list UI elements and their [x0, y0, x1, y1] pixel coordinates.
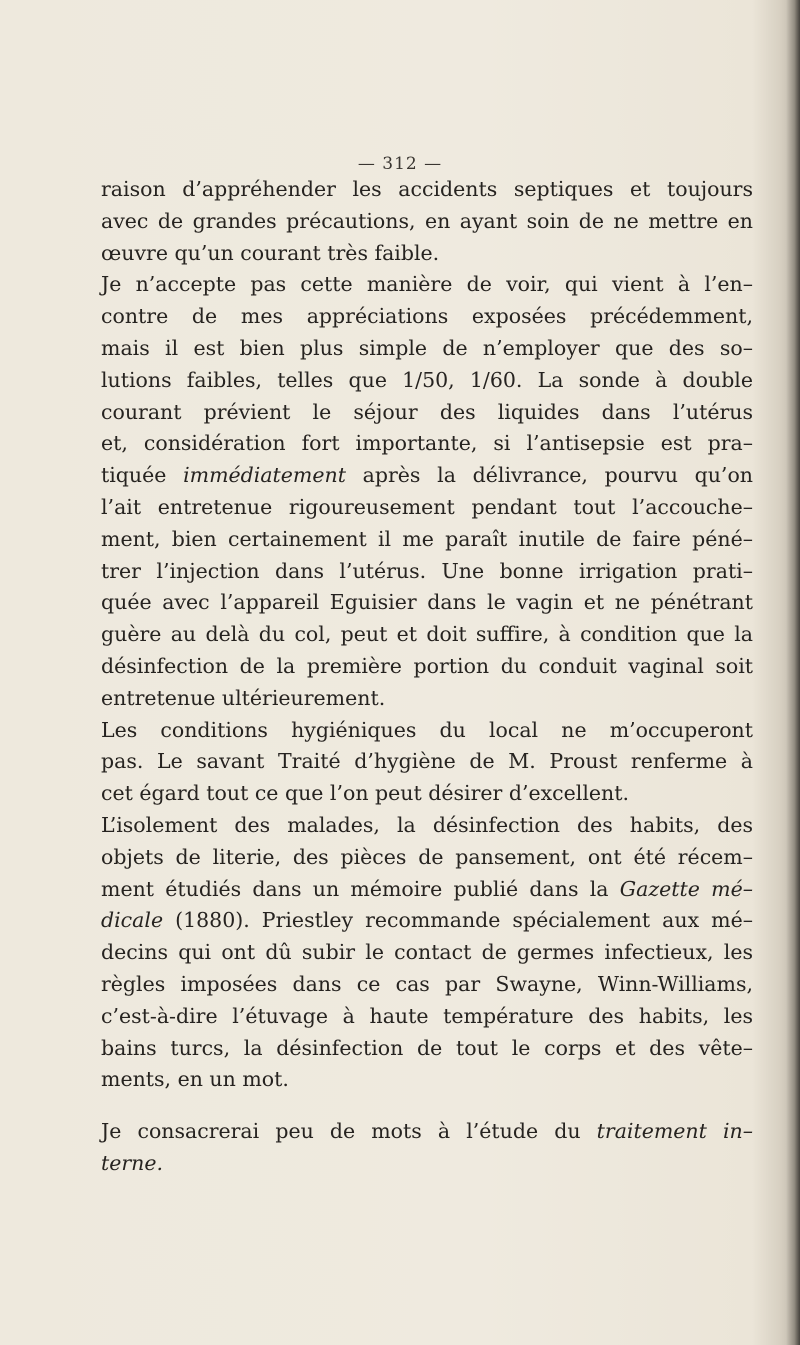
- text-segment: quée avec l’appareil Eguisier dans le vagin et ne pénétrant: [101, 590, 753, 615]
- text-line: [101, 269, 753, 301]
- text-line: [101, 715, 753, 747]
- text-segment: Les conditions hygiéniques du local ne m’occuperont: [101, 717, 753, 742]
- page-number: — 312 —: [357, 154, 443, 174]
- text-line: [101, 174, 753, 206]
- text-segment: après la délivrance, pourvu qu’on: [345, 463, 753, 488]
- italic-text: Gazette mé–: [619, 876, 753, 901]
- text-line: [101, 333, 753, 365]
- text-segment: trer l’injection dans l’utérus. Une bonne irrigation prati–: [101, 558, 753, 583]
- text-line: [101, 937, 753, 969]
- text-segment: bains turcs, la désinfection de tout le corps et des vête–: [101, 1035, 753, 1060]
- italic-text: terne.: [101, 1150, 164, 1175]
- text-segment: œuvre qu’un courant très faible.: [101, 240, 440, 265]
- text-line: [101, 460, 753, 492]
- text-segment: (1880). Priestley recommande spécialement aux mé–: [163, 908, 753, 933]
- text-line: [101, 587, 753, 619]
- text-segment: pas. Le savant Traité d’hygiène de M. Proust renferme à: [101, 749, 753, 774]
- text-segment: l’ait entretenue rigoureusement pendant tout l’accouche–: [101, 494, 753, 519]
- text-line: [101, 874, 753, 906]
- text-line: [101, 301, 753, 333]
- text-segment: raison d’appréhender les accidents septiques et toujours: [101, 177, 753, 201]
- text-segment: c’est-à-dire l’étuvage à haute température des habits, les: [101, 1003, 753, 1028]
- text-segment: decins qui ont dû subir le contact de germes infectieux, les: [101, 940, 753, 965]
- text-line: [101, 746, 753, 778]
- text-line: [101, 1148, 753, 1180]
- text-segment: L’isolement des malades, la désinfection des habits, des: [101, 812, 753, 837]
- text-line: [101, 524, 753, 556]
- text-segment: contre de mes appréciations exposées précédemment,: [101, 304, 753, 329]
- text-line: [101, 428, 753, 460]
- text-line: [101, 969, 753, 1001]
- text-segment: Je consacrerai peu de mots à l’étude du: [101, 1119, 597, 1144]
- text-line: [101, 683, 753, 715]
- text-segment: entretenue ultérieurement.: [101, 685, 386, 710]
- text-line: [101, 778, 753, 810]
- text-line: [101, 1001, 753, 1033]
- text-line: [101, 556, 753, 588]
- text-segment: ments, en un mot.: [101, 1067, 289, 1092]
- text-line: [101, 842, 753, 874]
- italic-text: traitement in–: [596, 1119, 753, 1144]
- text-segment: mais il est bien plus simple de n’employer que des so–: [101, 335, 753, 360]
- text-segment: guère au delà du col, peut et doit suffire, à condition que la: [101, 622, 753, 647]
- text-segment: règles imposées dans ce cas par Swayne, Winn-Williams,: [101, 971, 753, 996]
- italic-text: immédiatement: [183, 463, 346, 488]
- text-line: [101, 651, 753, 683]
- text-line: [101, 206, 753, 238]
- page-edge-shadow: [786, 0, 800, 1345]
- text-segment: objets de literie, des pièces de pansement, ont été récem–: [101, 844, 753, 869]
- text-segment: ment étudiés dans un mémoire publié dans la: [101, 876, 620, 901]
- italic-text: dicale: [101, 908, 164, 933]
- text-segment: avec de grandes précautions, en ayant soin de ne mettre en: [101, 208, 753, 233]
- text-line: [101, 619, 753, 651]
- text-line: [101, 492, 753, 524]
- text-line: [101, 365, 753, 397]
- text-segment: tiquée: [101, 463, 184, 488]
- text-segment: Je n’accepte pas cette manière de voir, qui vient à l’en–: [101, 272, 753, 297]
- text-segment: courant prévient le séjour des liquides dans l’utérus: [101, 399, 753, 424]
- text-line: [101, 397, 753, 429]
- text-segment: lutions faibles, telles que 1/50, 1/60. La sonde à double: [101, 367, 753, 392]
- text-segment: et, considération fort importante, si l’antisepsie est pra–: [101, 431, 753, 456]
- text-segment: ment, bien certainement il me paraît inutile de faire péné–: [101, 526, 753, 551]
- paragraph-gap: [101, 1096, 753, 1116]
- text-line: [101, 905, 753, 937]
- text-line: [101, 1116, 753, 1148]
- text-line: [101, 238, 753, 270]
- text-line: [101, 1064, 753, 1096]
- text-line: [101, 810, 753, 842]
- text-segment: désinfection de la première portion du conduit vaginal soit: [101, 653, 753, 678]
- text-line: [101, 1033, 753, 1065]
- text-segment: cet égard tout ce que l’on peut désirer d’excellent.: [101, 781, 629, 806]
- body-text: [101, 174, 753, 1180]
